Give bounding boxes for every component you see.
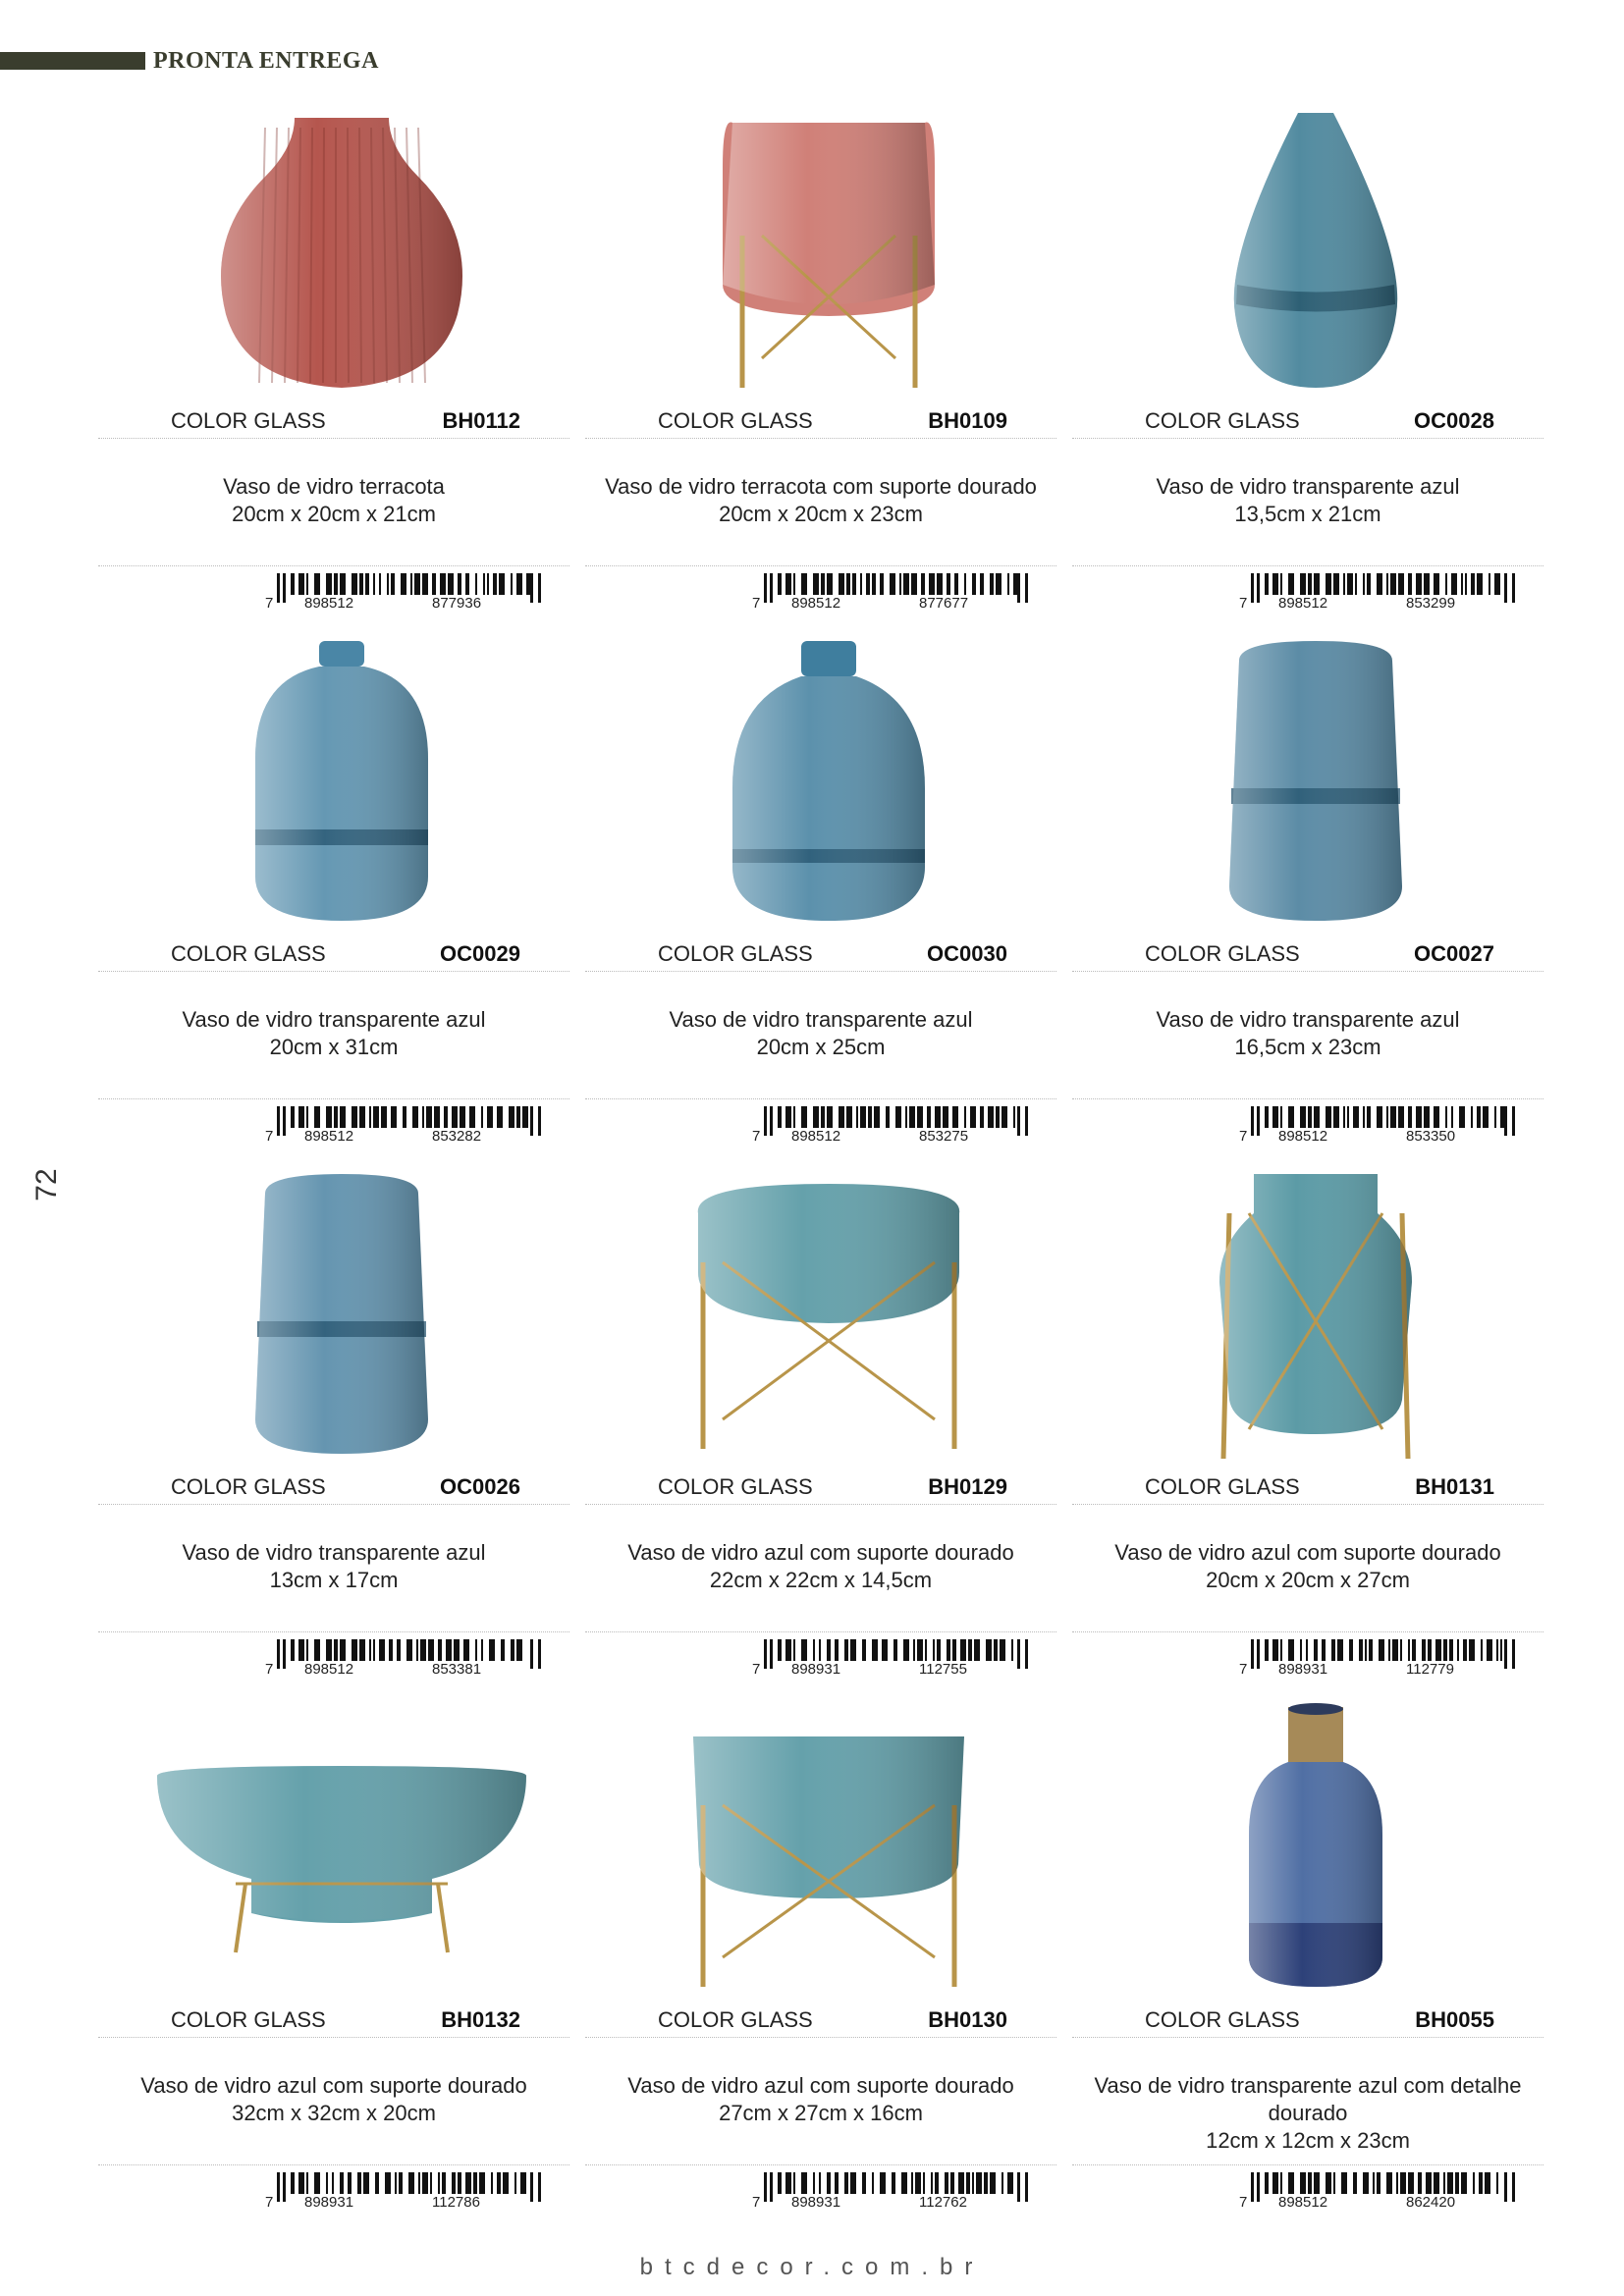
- barcode-group-1: 898512: [304, 1128, 354, 1145]
- product-code: BH0130: [928, 2007, 1007, 2032]
- barcode-group-2: 853350: [1406, 1128, 1456, 1145]
- product-barcode: [750, 1639, 1035, 1679]
- barcode-group-1: 898931: [1278, 1661, 1328, 1678]
- product-code: OC0028: [1414, 408, 1494, 433]
- product-barcode: [1237, 1639, 1522, 1679]
- product-description-line: 20cm x 25cm: [756, 1035, 886, 1059]
- product-photo: [137, 1154, 546, 1468]
- product-code: BH0055: [1415, 2007, 1494, 2032]
- header-accent-bar: [0, 52, 145, 70]
- product-brand-row: [1072, 408, 1543, 434]
- product-brand-row: [98, 2007, 569, 2033]
- product-brand: COLOR GLASS: [658, 2007, 813, 2032]
- product-description-line: 32cm x 32cm x 20cm: [232, 2101, 436, 2125]
- product-card: [98, 88, 585, 621]
- vase-image: [137, 621, 546, 935]
- barcode-group-1: 898931: [791, 2194, 841, 2211]
- product-barcode: [263, 1639, 548, 1679]
- divider: [585, 1098, 1056, 1099]
- divider: [585, 565, 1056, 566]
- divider: [98, 1098, 569, 1099]
- product-description-line: Vaso de vidro azul com suporte dourado: [627, 1540, 1014, 1565]
- product-code: OC0026: [440, 1474, 520, 1499]
- divider: [1072, 1098, 1543, 1099]
- product-brand: COLOR GLASS: [171, 408, 326, 433]
- barcode-prefix: 7: [752, 1128, 761, 1145]
- divider: [98, 565, 569, 566]
- divider: [585, 1504, 1056, 1505]
- product-code: OC0029: [440, 941, 520, 966]
- product-photo: [1111, 1154, 1520, 1468]
- product-barcode: [750, 573, 1035, 613]
- divider: [585, 438, 1056, 439]
- product-card: [98, 1687, 585, 2220]
- divider: [98, 2037, 569, 2038]
- barcode-group-2: 877936: [432, 595, 482, 612]
- barcode-prefix: 7: [265, 2194, 274, 2211]
- barcode-prefix: 7: [1239, 1128, 1248, 1145]
- product-description-line: 13cm x 17cm: [269, 1568, 399, 1592]
- divider: [98, 2164, 569, 2165]
- product-brand-row: [1072, 941, 1543, 967]
- barcode-group-2: 862420: [1406, 2194, 1456, 2211]
- product-barcode: [263, 2172, 548, 2212]
- product-brand: COLOR GLASS: [658, 408, 813, 433]
- product-brand-row: [585, 941, 1056, 967]
- product-barcode: [1237, 2172, 1522, 2212]
- page-number: 72: [30, 1168, 63, 1201]
- product-photo: [1111, 88, 1520, 402]
- product-brand: COLOR GLASS: [658, 941, 813, 966]
- divider: [98, 971, 569, 972]
- barcode-prefix: 7: [1239, 2194, 1248, 2211]
- product-description: [585, 1006, 1056, 1061]
- barcode-group-1: 898512: [304, 595, 354, 612]
- barcode-group-2: 853381: [432, 1661, 482, 1678]
- vase-image: [1111, 1154, 1520, 1468]
- product-brand-row: [1072, 1474, 1543, 1500]
- product-description-line: 12cm x 12cm x 23cm: [1206, 2128, 1410, 2153]
- product-description-line: 20cm x 20cm x 23cm: [719, 502, 923, 526]
- vase-image: [1111, 621, 1520, 935]
- product-description: [98, 1006, 569, 1061]
- product-brand: COLOR GLASS: [1145, 941, 1300, 966]
- divider: [98, 1504, 569, 1505]
- vase-image: [1111, 88, 1520, 402]
- product-description-line: Vaso de vidro terracota: [223, 474, 445, 499]
- product-description-line: Vaso de vidro transparente azul: [182, 1540, 486, 1565]
- product-grid: [98, 88, 1551, 2220]
- product-description-line: Vaso de vidro azul com suporte dourado: [627, 2073, 1014, 2098]
- product-photo: [1111, 621, 1520, 935]
- product-brand-row: [585, 408, 1056, 434]
- product-photo: [137, 88, 546, 402]
- product-description: [1072, 1539, 1543, 1594]
- product-barcode: [1237, 573, 1522, 613]
- product-description-line: Vaso de vidro transparente azul: [1156, 1007, 1460, 1032]
- divider: [1072, 2164, 1543, 2165]
- product-brand-row: [585, 1474, 1056, 1500]
- barcode-group-1: 898512: [304, 1661, 354, 1678]
- product-description-line: 27cm x 27cm x 16cm: [719, 2101, 923, 2125]
- product-description: [585, 1539, 1056, 1594]
- product-card: [585, 621, 1072, 1154]
- page-header: [0, 49, 379, 73]
- product-card: [585, 1154, 1072, 1687]
- product-brand: COLOR GLASS: [171, 941, 326, 966]
- product-description-line: Vaso de vidro transparente azul: [1156, 474, 1460, 499]
- product-barcode: [750, 1106, 1035, 1146]
- footer-site: btcdecor.com.br: [639, 2254, 985, 2280]
- divider: [585, 2037, 1056, 2038]
- barcode-prefix: 7: [752, 1661, 761, 1678]
- divider: [1072, 971, 1543, 972]
- product-description-line: 22cm x 22cm x 14,5cm: [709, 1568, 933, 1592]
- barcode-group-2: 853275: [919, 1128, 969, 1145]
- product-photo: [624, 621, 1033, 935]
- product-description: [1072, 473, 1543, 528]
- product-description: [98, 2072, 569, 2127]
- divider: [98, 438, 569, 439]
- vase-image: [624, 88, 1033, 402]
- barcode-group-1: 898512: [791, 595, 841, 612]
- product-description-line: 20cm x 20cm x 27cm: [1206, 1568, 1410, 1592]
- barcode-group-1: 898512: [1278, 2194, 1328, 2211]
- barcode-group-2: 877677: [919, 595, 969, 612]
- product-photo: [624, 1154, 1033, 1468]
- barcode-group-2: 853299: [1406, 595, 1456, 612]
- barcode-group-2: 112762: [919, 2194, 967, 2211]
- divider: [1072, 2037, 1543, 2038]
- barcode-group-1: 898931: [304, 2194, 354, 2211]
- product-brand: COLOR GLASS: [171, 2007, 326, 2032]
- product-description-line: Vaso de vidro azul com suporte dourado: [1114, 1540, 1501, 1565]
- product-barcode: [750, 2172, 1035, 2212]
- product-description: [1072, 2072, 1543, 2155]
- product-description: [1072, 1006, 1543, 1061]
- product-description-line: 20cm x 31cm: [269, 1035, 399, 1059]
- product-brand-row: [98, 1474, 569, 1500]
- vase-image: [624, 621, 1033, 935]
- divider: [1072, 1504, 1543, 1505]
- product-code: BH0109: [928, 408, 1007, 433]
- product-photo: [137, 621, 546, 935]
- product-description-line: Vaso de vidro transparente azul: [669, 1007, 973, 1032]
- product-brand-row: [98, 408, 569, 434]
- product-photo: [137, 1687, 546, 2002]
- barcode-prefix: 7: [265, 595, 274, 612]
- product-card: [1072, 1154, 1559, 1687]
- divider: [1072, 1631, 1543, 1632]
- product-card: [98, 1154, 585, 1687]
- product-card: [1072, 1687, 1559, 2220]
- vase-image: [137, 1154, 546, 1468]
- divider: [585, 971, 1056, 972]
- product-brand-row: [585, 2007, 1056, 2033]
- vase-image: [137, 1687, 546, 2002]
- vase-image: [624, 1687, 1033, 2002]
- barcode-group-1: 898512: [791, 1128, 841, 1145]
- product-code: BH0129: [928, 1474, 1007, 1499]
- product-brand: COLOR GLASS: [1145, 408, 1300, 433]
- product-card: [585, 88, 1072, 621]
- product-description-line: 13,5cm x 21cm: [1234, 502, 1381, 526]
- barcode-group-1: 898512: [1278, 595, 1328, 612]
- product-barcode: [1237, 1106, 1522, 1146]
- product-photo: [624, 1687, 1033, 2002]
- product-description-line: dourado: [1268, 2101, 1348, 2125]
- header-title: PRONTA ENTREGA: [153, 47, 379, 74]
- barcode-prefix: 7: [265, 1661, 274, 1678]
- vase-image: [624, 1154, 1033, 1468]
- barcode-group-1: 898931: [791, 1661, 841, 1678]
- product-card: [1072, 621, 1559, 1154]
- divider: [98, 1631, 569, 1632]
- barcode-prefix: 7: [265, 1128, 274, 1145]
- product-card: [585, 1687, 1072, 2220]
- divider: [585, 1631, 1056, 1632]
- barcode-prefix: 7: [1239, 595, 1248, 612]
- barcode-prefix: 7: [752, 595, 761, 612]
- product-barcode: [263, 573, 548, 613]
- product-description-line: Vaso de vidro transparente azul: [182, 1007, 486, 1032]
- vase-image: [137, 88, 546, 402]
- product-card: [98, 621, 585, 1154]
- product-description-line: Vaso de vidro azul com suporte dourado: [140, 2073, 527, 2098]
- product-description-line: Vaso de vidro terracota com suporte dourado: [605, 474, 1037, 499]
- product-card: [1072, 88, 1559, 621]
- product-description: [585, 2072, 1056, 2127]
- product-description-line: 20cm x 20cm x 21cm: [232, 502, 436, 526]
- product-description: [585, 473, 1056, 528]
- product-brand: COLOR GLASS: [1145, 1474, 1300, 1499]
- barcode-group-2: 853282: [432, 1128, 482, 1145]
- product-code: BH0112: [442, 408, 520, 433]
- product-code: OC0030: [927, 941, 1007, 966]
- barcode-group-2: 112779: [1406, 1661, 1454, 1678]
- product-photo: [1111, 1687, 1520, 2002]
- product-description-line: 16,5cm x 23cm: [1234, 1035, 1381, 1059]
- divider: [1072, 438, 1543, 439]
- product-brand-row: [98, 941, 569, 967]
- product-brand-row: [1072, 2007, 1543, 2033]
- barcode-group-2: 112786: [432, 2194, 480, 2211]
- barcode-group-1: 898512: [1278, 1128, 1328, 1145]
- product-barcode: [263, 1106, 548, 1146]
- vase-image: [1111, 1687, 1520, 2002]
- barcode-prefix: 7: [1239, 1661, 1248, 1678]
- product-code: BH0131: [1415, 1474, 1494, 1499]
- product-code: OC0027: [1414, 941, 1494, 966]
- product-brand: COLOR GLASS: [171, 1474, 326, 1499]
- product-photo: [624, 88, 1033, 402]
- divider: [585, 2164, 1056, 2165]
- barcode-prefix: 7: [752, 2194, 761, 2211]
- product-brand: COLOR GLASS: [658, 1474, 813, 1499]
- product-code: BH0132: [441, 2007, 520, 2032]
- product-description: [98, 473, 569, 528]
- barcode-group-2: 112755: [919, 1661, 967, 1678]
- product-description: [98, 1539, 569, 1594]
- divider: [1072, 565, 1543, 566]
- product-description-line: Vaso de vidro transparente azul com detalhe: [1094, 2073, 1522, 2098]
- product-brand: COLOR GLASS: [1145, 2007, 1300, 2032]
